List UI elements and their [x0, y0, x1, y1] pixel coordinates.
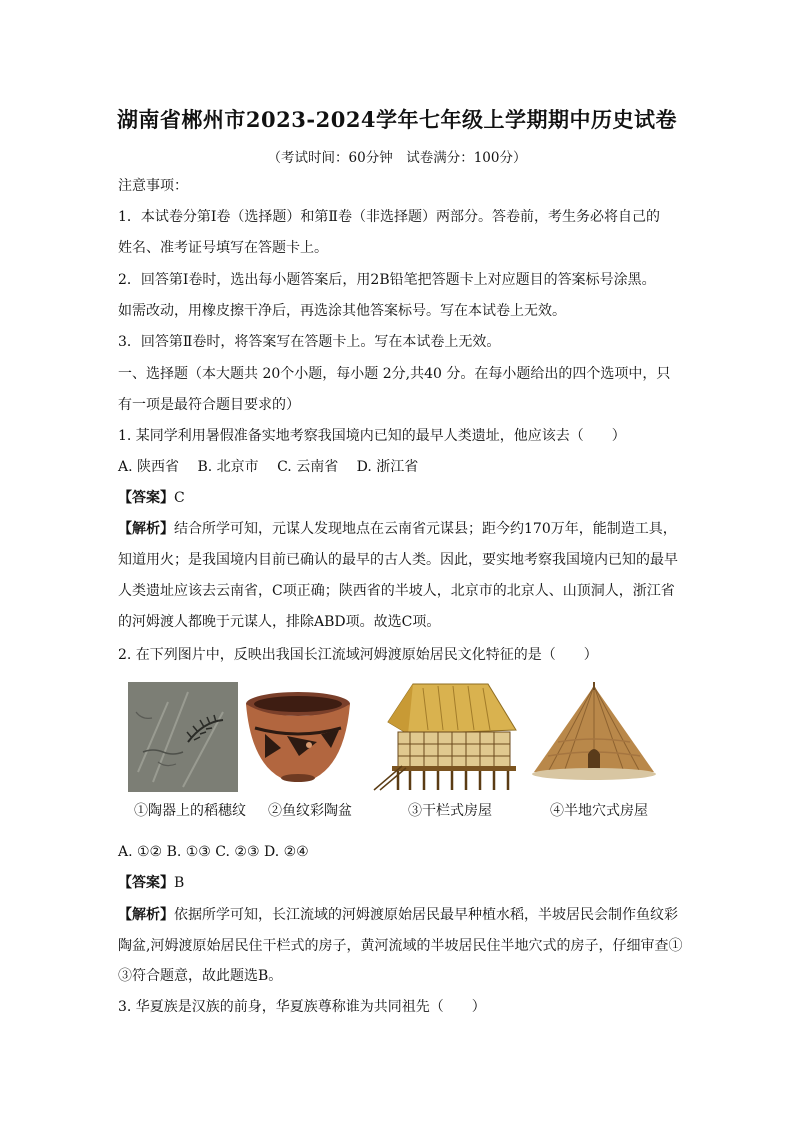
caption-1: ①陶器上的稻穗纹	[134, 803, 246, 819]
analysis-text: 结合所学可知，元谋人发现地点在云南省元谋县；距今约170万年，能制造工具，	[174, 521, 677, 537]
note-2-line-1: 2．回答第Ⅰ卷时，选出每小题答案后，用2B铅笔把答题卡上对应题目的答案标号涂黑。	[118, 272, 656, 288]
question-2-options: A. ①② B. ①③ C. ②③ D. ②④	[118, 844, 309, 860]
question-1-stem: 1. 某同学利用暑假准备实地考察我国境内已知的最早人类遗址，他应该去（ ）	[118, 428, 626, 444]
analysis-tag: 【解析】	[118, 521, 174, 537]
note-2-line-2: 如需改动，用橡皮擦干净后，再选涂其他答案标号。写在本试卷上无效。	[118, 303, 566, 319]
question-2-analysis-line-1	[118, 905, 690, 925]
analysis-tag: 【解析】	[118, 907, 174, 923]
exam-info: （考试时间：60分钟 试卷满分：100分）	[267, 150, 527, 166]
rice-pattern-pottery-image	[128, 682, 238, 792]
question-2-analysis-line-2: 陶盆,河姆渡原始居民住干栏式的房子，黄河流域的半坡居民住半地穴式的房子，仔细审查①	[118, 938, 683, 954]
question-2-stem: 2. 在下列图片中，反映出我国长江流域河姆渡原始居民文化特征的是（ ）	[118, 647, 598, 663]
answer-value: C	[174, 490, 185, 506]
stilt-house-image	[368, 682, 518, 794]
question-1-analysis-line-4: 的河姆渡人都晚于元谋人，排除ABD项。故选C项。	[118, 614, 441, 630]
answer-tag: 【答案】	[118, 875, 174, 891]
question-1-analysis-line-3: 人类遗址应该去云南省，C项正确；陕西省的半坡人，北京市的北京人、山顶洞人，浙江省	[118, 583, 675, 599]
section-intro-line-1: 一、选择题（本大题共 20个小题，每小题 2分,共40 分。在每小题给出的四个选项中，只	[118, 366, 671, 382]
note-1-line-1: 1．本试卷分第Ⅰ卷（选择题）和第Ⅱ卷（非选择题）两部分。答卷前，考生务必将自己的	[118, 209, 660, 225]
answer-value: B	[174, 875, 185, 891]
caption-4: ④半地穴式房屋	[550, 803, 648, 819]
page-title: 湖南省郴州市2023-2024学年七年级上学期期中历史试卷	[116, 107, 678, 132]
fish-pattern-basin-image	[241, 682, 355, 792]
note-3: 3．回答第Ⅱ卷时，将答案写在答题卡上。写在本试卷上无效。	[118, 334, 501, 350]
question-3-stem: 3. 华夏族是汉族的前身，华夏族尊称谁为共同祖先（ ）	[118, 999, 486, 1015]
question-2-figures	[118, 682, 678, 794]
semi-pit-house-image	[528, 682, 660, 792]
question-2-analysis-line-3: ③符合题意，故此题选B。	[118, 968, 283, 984]
figure-captions	[118, 800, 678, 822]
note-1-line-2: 姓名、准考证号填写在答题卡上。	[118, 240, 328, 256]
analysis-text: 依据所学可知，长江流域的河姆渡原始居民最早种植水稻，半坡居民会制作鱼纹彩	[174, 907, 678, 923]
question-1-analysis-line-1	[118, 519, 690, 539]
section-intro-line-2: 有一项是最符合题目要求的）	[118, 397, 300, 413]
notes-heading: 注意事项：	[118, 178, 188, 194]
caption-2: ②鱼纹彩陶盆	[268, 803, 352, 819]
question-1-answer	[118, 488, 690, 508]
caption-3: ③干栏式房屋	[408, 803, 492, 819]
question-1-options: A. 陕西省 B. 北京市 C. 云南省 D. 浙江省	[118, 459, 419, 475]
question-1-analysis-line-2: 知道用火；是我国境内目前已确认的最早的古人类。因此，要实地考察我国境内已知的最早	[118, 552, 678, 568]
question-2-answer	[118, 873, 690, 893]
answer-tag: 【答案】	[118, 490, 174, 506]
